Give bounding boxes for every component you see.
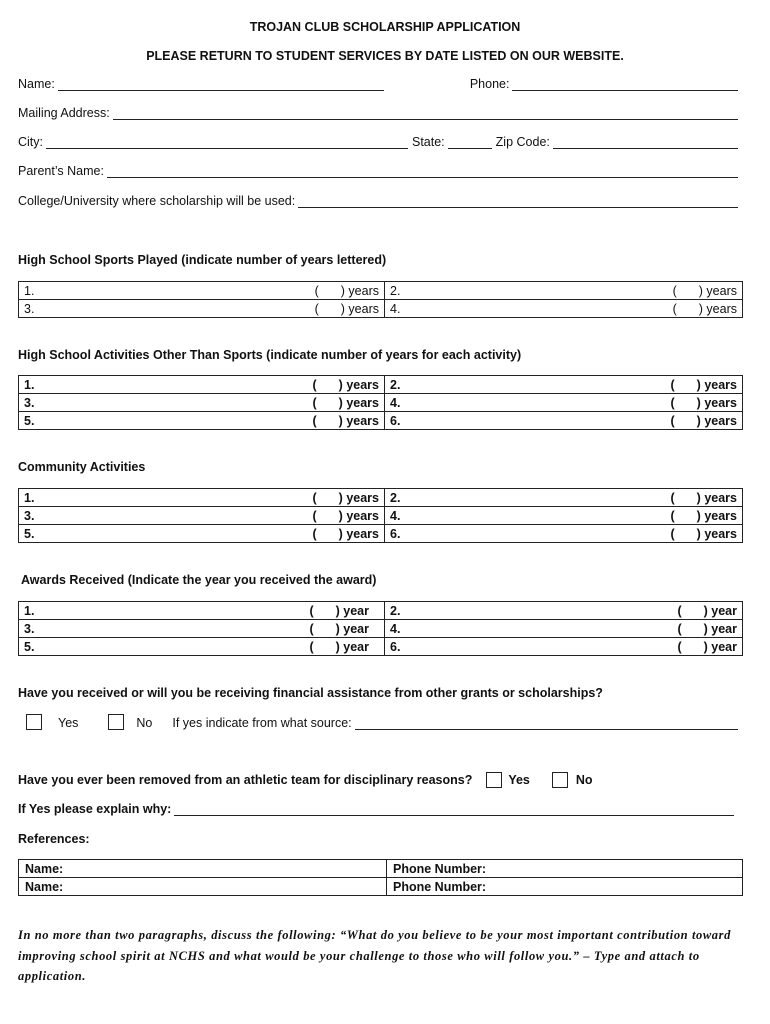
references-heading: References:: [18, 832, 90, 846]
mailing-address-label: Mailing Address:: [18, 106, 110, 120]
awards-heading: Awards Received (Indicate the year you received the award): [21, 573, 377, 587]
community-cell-2[interactable]: 2. ( ) years: [385, 489, 743, 507]
financial-source-label: If yes indicate from what source:: [172, 716, 352, 730]
essay-prompt: In no more than two paragraphs, discuss the following: “What do you believe to be your most important contribution toward improving school spirit at NCHS and what would be your challenge to those who will follow you.” – Type and attach to application.: [18, 928, 731, 983]
community-cell-1[interactable]: 1. ( ) years: [19, 489, 385, 507]
explain-input-line[interactable]: [174, 804, 734, 816]
city-input-line[interactable]: [46, 137, 408, 149]
sports-cell-1[interactable]: 1. ( ) years: [19, 282, 385, 300]
form-subtitle: PLEASE RETURN TO STUDENT SERVICES BY DATE LISTED ON OUR WEBSITE.: [146, 49, 624, 63]
reference-phone-2[interactable]: Phone Number:: [387, 878, 743, 896]
sports-cell-4[interactable]: 4. ( ) years: [385, 300, 743, 318]
table-row: [19, 300, 743, 318]
awards-cell-2[interactable]: 2. ( ) year: [385, 602, 743, 620]
financial-yes-label: Yes: [58, 716, 79, 730]
table-row: [19, 860, 743, 878]
activities-cell-1[interactable]: 1. ( ) years: [19, 376, 385, 394]
activities-table: [18, 375, 743, 430]
reference-name-2[interactable]: Name:: [19, 878, 387, 896]
removed-yes-checkbox[interactable]: [486, 772, 502, 788]
table-row: [19, 602, 743, 620]
sports-heading: High School Sports Played (indicate number of years lettered): [18, 253, 387, 267]
sports-cell-3[interactable]: 3. ( ) years: [19, 300, 385, 318]
removed-yes-label: Yes: [508, 773, 530, 787]
mailing-address-row: [18, 106, 738, 120]
financial-source-input-line[interactable]: [355, 718, 738, 730]
table-row: [19, 507, 743, 525]
mailing-address-input-line[interactable]: [113, 108, 738, 120]
phone-label: Phone:: [469, 77, 510, 91]
awards-cell-6[interactable]: 6. ( ) year: [385, 638, 743, 656]
reference-name-1[interactable]: Name:: [19, 860, 387, 878]
activities-cell-2[interactable]: 2. ( ) years: [385, 376, 743, 394]
explain-row: [18, 802, 734, 816]
removed-question: Have you ever been removed from an athletic team for disciplinary reasons?: [18, 773, 473, 787]
name-label: Name:: [18, 77, 55, 91]
financial-no-label: No: [136, 716, 153, 730]
table-row: [19, 525, 743, 543]
parent-name-row: [18, 164, 738, 178]
parent-name-label: Parent’s Name:: [18, 164, 104, 178]
table-row: [19, 376, 743, 394]
explain-label: If Yes please explain why:: [18, 802, 172, 816]
community-cell-5[interactable]: 5. ( ) years: [19, 525, 385, 543]
awards-table: [18, 601, 743, 656]
zip-label: Zip Code:: [495, 135, 550, 149]
table-row: [19, 620, 743, 638]
reference-phone-1[interactable]: Phone Number:: [387, 860, 743, 878]
state-input-line[interactable]: [448, 137, 492, 149]
parent-name-input-line[interactable]: [107, 166, 738, 178]
community-cell-3[interactable]: 3. ( ) years: [19, 507, 385, 525]
community-cell-6[interactable]: 6. ( ) years: [385, 525, 743, 543]
table-row: [19, 394, 743, 412]
name-phone-row: [18, 77, 738, 91]
awards-cell-4[interactable]: 4. ( ) year: [385, 620, 743, 638]
zip-input-line[interactable]: [553, 137, 738, 149]
financial-question: Have you received or will you be receiving financial assistance from other grants or scholarships?: [18, 686, 603, 700]
activities-cell-3[interactable]: 3. ( ) years: [19, 394, 385, 412]
removed-no-label: No: [575, 773, 593, 787]
city-state-zip-row: [18, 135, 738, 149]
college-input-line[interactable]: [298, 196, 738, 208]
community-table: [18, 488, 743, 543]
table-row: [19, 638, 743, 656]
community-heading: Community Activities: [18, 460, 146, 474]
awards-cell-1[interactable]: 1. ( ) year: [19, 602, 385, 620]
state-label: State:: [412, 135, 445, 149]
community-cell-4[interactable]: 4. ( ) years: [385, 507, 743, 525]
activities-heading: High School Activities Other Than Sports (indicate number of years for each activity): [18, 348, 522, 362]
activities-cell-4[interactable]: 4. ( ) years: [385, 394, 743, 412]
financial-answer-row: [18, 714, 738, 730]
table-row: [19, 489, 743, 507]
sports-cell-2[interactable]: 2. ( ) years: [385, 282, 743, 300]
city-label: City:: [18, 135, 43, 149]
activities-cell-6[interactable]: 6. ( ) years: [385, 412, 743, 430]
table-row: [19, 282, 743, 300]
financial-no-checkbox[interactable]: [108, 714, 124, 730]
college-label: College/University where scholarship will be used:: [18, 194, 296, 208]
sports-table: [18, 281, 743, 318]
name-input-line[interactable]: [58, 79, 384, 91]
form-title: TROJAN CLUB SCHOLARSHIP APPLICATION: [249, 20, 521, 34]
removed-no-checkbox[interactable]: [552, 772, 568, 788]
college-row: [18, 194, 738, 208]
financial-yes-checkbox[interactable]: [26, 714, 42, 730]
table-row: [19, 878, 743, 896]
phone-input-line[interactable]: [512, 79, 738, 91]
table-row: [19, 412, 743, 430]
activities-cell-5[interactable]: 5. ( ) years: [19, 412, 385, 430]
awards-cell-5[interactable]: 5. ( ) year: [19, 638, 385, 656]
removed-row: [18, 772, 593, 788]
references-table: [18, 859, 743, 896]
awards-cell-3[interactable]: 3. ( ) year: [19, 620, 385, 638]
